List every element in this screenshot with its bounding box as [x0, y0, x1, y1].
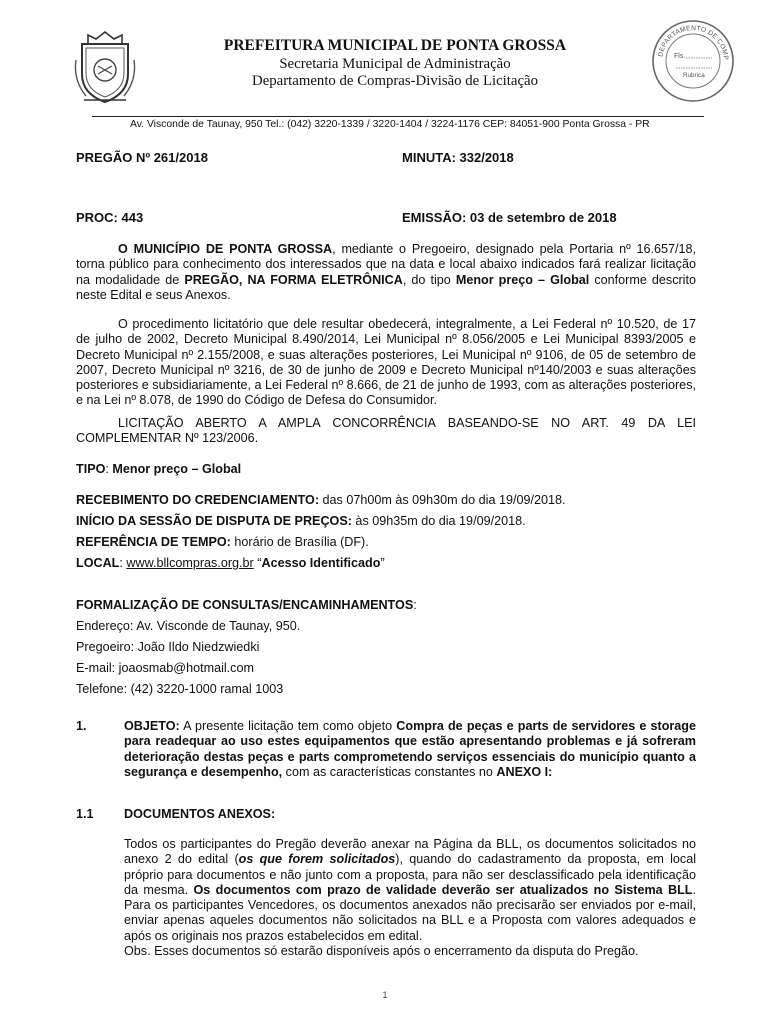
header-address: Av. Visconde de Taunay, 950 Tel.: (042) 3220-1339 / 3220-1404 / 3224-1176 CEP: 84051-900 Ponta Grossa - PR — [130, 119, 650, 130]
recebimento-line: RECEBIMENTO DO CREDENCIAMENTO: das 07h00m às 09h30m do dia 19/09/2018. — [76, 493, 566, 507]
ampla-concorrencia-paragraph: LICITAÇÃO ABERTO A AMPLA CONCORRÊNCIA BASEANDO-SE NO ART. 49 DA LEI COMPLEMENTAR Nº 123/2006. — [76, 416, 696, 446]
stamp-seal-icon — [650, 18, 736, 104]
emissao-date: EMISSÃO: 03 de setembro de 2018 — [402, 210, 617, 225]
legal-basis-paragraph: O procedimento licitatório que dele resultar obedecerá, integralmente, a Lei Federal nº 10.520, de 17 de julho de 2002, Decreto Municipal 8.490/2014, Lei Municipal nº 8.056/2005 e Lei Municipal 8393/2005 e Decreto Municipal nº 2.155/2008, e suas alterações posteriores, Lei Municipal nº 9106, de 05 de setembro de 2007, Decreto Municipal nº 3216, de 30 de junho de 2009 e Decreto Municipal nº140/2003 e suas alterações posteriores e subsidiariamente, a Lei Federal nº 8.666, de 21 de junho de 1993, com as alterações posteriores, e na Lei nº 8.078, de 1990 do Código de Defesa do Consumidor. — [76, 317, 696, 408]
header-departamento: Departamento de Compras-Divisão de Licitação — [252, 73, 538, 89]
local-line: LOCAL: www.bllcompras.org.br “Acesso Identificado” — [76, 556, 385, 570]
page-number: 1 — [382, 990, 388, 1000]
minuta-number: MINUTA: 332/2018 — [402, 150, 514, 165]
stamp-fls: Fls. — [674, 53, 686, 60]
svg-text:DEPARTAMENTO DE COMPRAS: DEPARTAMENTO DE COMP — [657, 24, 730, 61]
section-1-number: 1. — [76, 719, 87, 733]
formalizacao-heading: FORMALIZAÇÃO DE CONSULTAS/ENCAMINHAMENTOS: — [76, 598, 417, 612]
intro-paragraph: O MUNICÍPIO DE PONTA GROSSA, mediante o Pregoeiro, designado pela Portaria nº 16.657/18, torna público para conhecimento dos interessados que na data e local abaixo indicados fará realizar licitação na modalidade de PREGÃO, NA FORMA ELETRÔNICA, do tipo Menor preço – Global conforme descrito neste Edital e seus Anexos. — [76, 242, 696, 302]
proc-number: PROC: 443 — [76, 210, 144, 225]
compras-stamp — [650, 18, 736, 104]
endereco-line: Endereço: Av. Visconde de Taunay, 950. — [76, 619, 301, 633]
header-title: PREFEITURA MUNICIPAL DE PONTA GROSSA — [223, 37, 567, 54]
tipo-line: TIPO: Menor preço – Global — [76, 462, 242, 476]
objeto-paragraph: OBJETO: A presente licitação tem como objeto Compra de peças e parts de servidores e storage para readequar ao uso estes equipamentos que estão apresentando problemas e já sofreram deterioração destas peças e parts comprometendo serviços essenciais do município quanto a segurança e desempenho, com as características constantes no ANEXO I: — [124, 719, 696, 779]
referencia-tempo-line: REFERÊNCIA DE TEMPO: horário de Brasília (DF). — [76, 535, 369, 549]
documentos-anexos-heading: DOCUMENTOS ANEXOS: — [124, 807, 276, 821]
coat-of-arms-icon — [72, 30, 138, 106]
documentos-anexos-paragraph: Todos os participantes do Pregão deverão anexar na Página da BLL, os documentos solicitados no anexo 2 do edital (os que forem solicitados), quando do cadastramento da proposta, em local próprio para documentos e não junto com a proposta, para não ser desclassificado pela identificação da mesma. Os documentos com prazo de validade deverão ser atualizados no Sistema BLL. Para os participantes Vencedores, os documentos anexados não precisarão ser enviados por e-mail, enviar apenas aqueles documentos não solicitados na BLL e a Proposta com valores adequados e após os originais nos prazos estabelecidos em edital. Obs. Esses documentos só estarão disponíveis após o encerramento da disputa do Pregão. — [124, 837, 697, 959]
bll-link[interactable]: www.bllcompras.org.br — [126, 556, 254, 570]
email-line: E-mail: joaosmab@hotmail.com — [76, 661, 254, 675]
header-divider — [92, 116, 704, 117]
section-1-1-number: 1.1 — [76, 807, 94, 821]
header-secretaria: Secretaria Municipal de Administração — [279, 56, 511, 72]
telefone-line: Telefone: (42) 3220-1000 ramal 1003 — [76, 682, 284, 696]
pregao-number: PREGÃO Nº 261/2018 — [76, 150, 208, 165]
inicio-sessao-line: INÍCIO DA SESSÃO DE DISPUTA DE PREÇOS: às 09h35m do dia 19/09/2018. — [76, 514, 526, 528]
stamp-rubrica: Rubrica — [683, 72, 705, 79]
pregoeiro-line: Pregoeiro: João Ildo Niedzwiedki — [76, 640, 260, 654]
